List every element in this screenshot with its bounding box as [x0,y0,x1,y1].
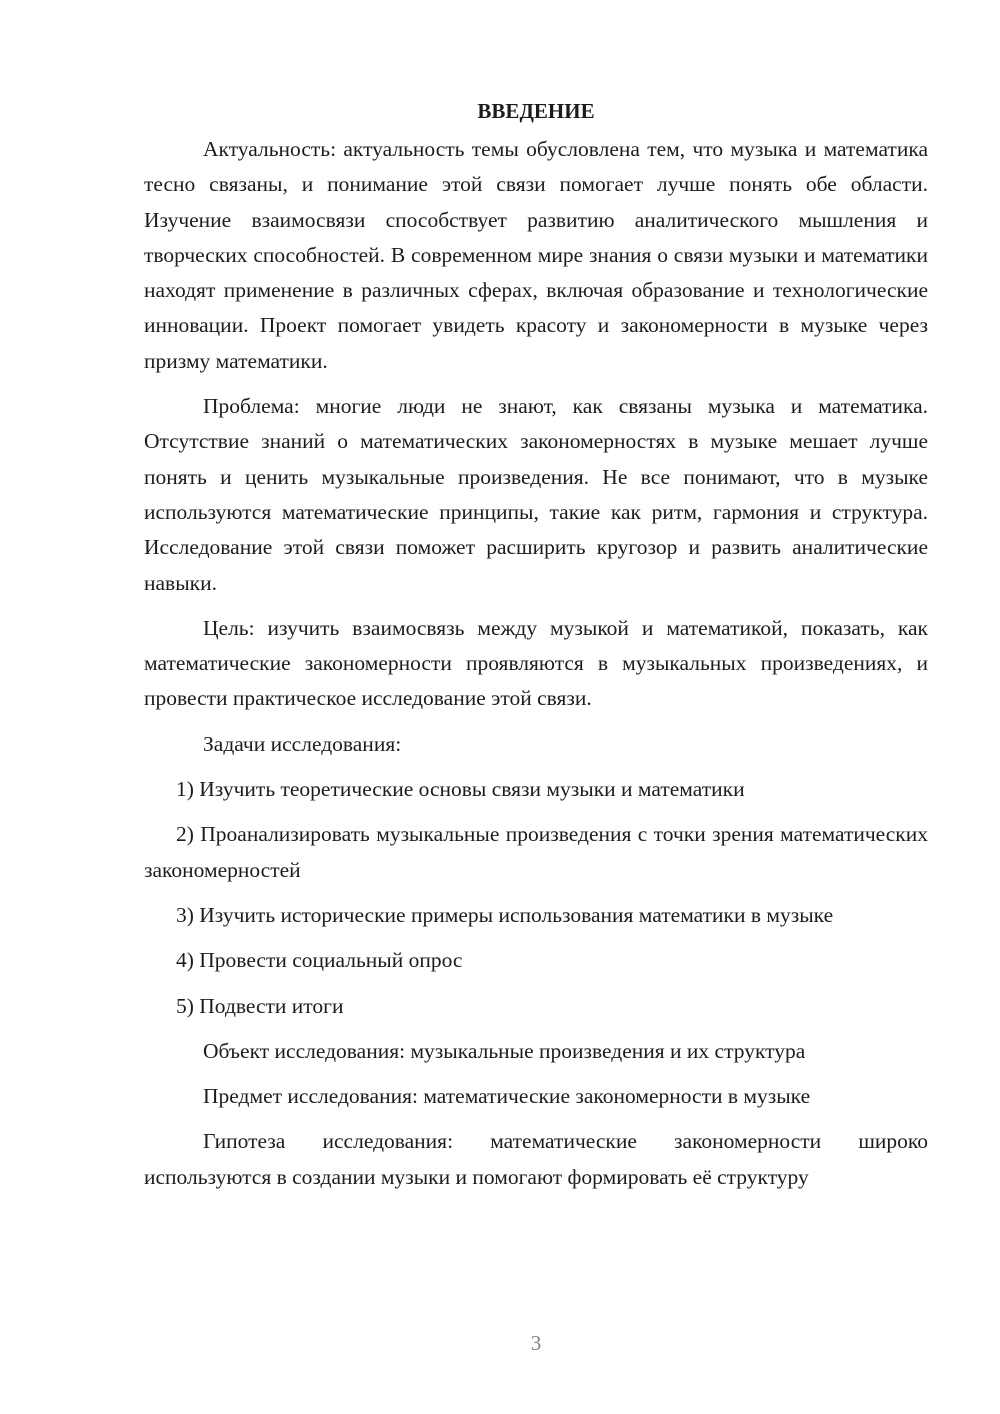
page-title: ВВЕДЕНИЕ [477,99,595,123]
document-page [144,96,928,1205]
task-item-4: 4) Провести социальный опрос [176,948,463,973]
task-item-5: 5) Подвести итоги [176,993,344,1018]
hypothesis-paragraph: Гипотеза исследования: математические закономерности широко используются в создании музыки и помогают формировать её структуру [144,1129,928,1189]
task-item-2: 2) Проанализировать музыкальные произведения с точки зрения математических закономерностей [144,822,928,882]
tasks-heading: Задачи исследования: [203,731,402,756]
relevance-paragraph: Актуальность: актуальность темы обусловлена тем, что музыка и математика тесно связаны, и понимание этой связи помогает лучше понять обе области. Изучение взаимосвязи способствует развитию аналитического мышления и творческих способностей. В современном мире знания о связи музыки и математики находят применение в различных сферах, включая образование и технологические инновации. Проект помогает увидеть красоту и закономерности в музыке через призму математики. [144,137,928,373]
task-item-3: 3) Изучить исторические примеры использования математики в музыке [176,902,834,927]
research-object: Объект исследования: музыкальные произведения и их структура [203,1038,806,1063]
problem-paragraph: Проблема: многие люди не знают, как связаны музыка и математика. Отсутствие знаний о математических закономерностях в музыке мешает лучше понять и ценить музыкальные произведения. Не все понимают, что в музыке используются математические принципы, такие как ритм, гармония и структура. Исследование этой связи поможет расширить кругозор и развить аналитические навыки. [144,394,928,595]
goal-paragraph: Цель: изучить взаимосвязь между музыкой и математикой, показать, как математические закономерности проявляются в музыкальных произведениях, и провести практическое исследование этой связи. [144,615,928,711]
research-subject: Предмет исследования: математические закономерности в музыке [203,1084,811,1109]
task-item-1: 1) Изучить теоретические основы связи музыки и математики [176,777,745,802]
page-number: 3 [530,1331,542,1355]
